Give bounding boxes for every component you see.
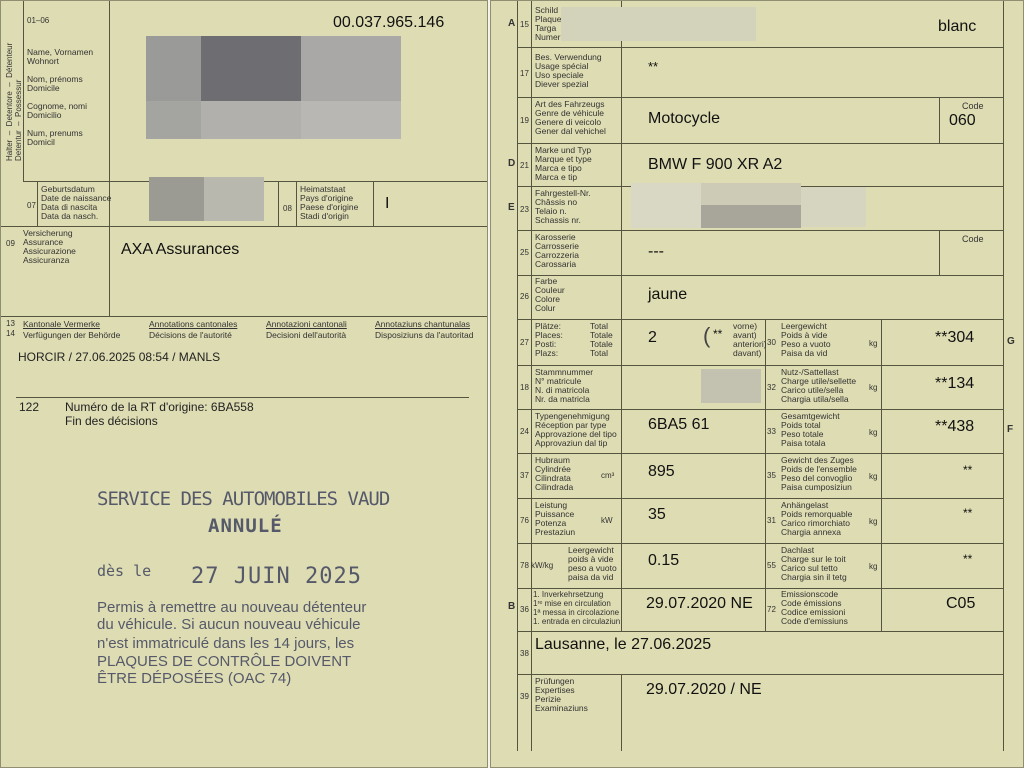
chassis-labels: Fahrgestell-Nr. Châssis no Telaio n. Schassis nr. [535,188,591,225]
stamp-text-4: PLAQUES DE CONTRÔLE DOIVENT [97,653,352,670]
vehicle-type-labels: Art des Fahrzeugs Genre de véhicule Genere di veicolo Gener dal vehichel [535,99,606,136]
field-25-number: 25 [520,248,529,257]
field-13-number: 13 [6,319,15,328]
special-use-labels: Bes. Verwendung Usage spécial Uso speciale Diever spezial [535,52,602,89]
redacted-block [561,7,756,41]
right-page [490,0,1024,768]
stamp-text-1: Permis à remettre au nouveau détenteur [97,599,367,616]
redacted-block [301,101,401,139]
side-letter-f: F [1007,424,1014,435]
side-letter-a: A [508,18,516,29]
redacted-block [701,205,801,228]
annot-de-2: Verfügungen der Behörde [23,330,121,340]
stamp-date: 27 JUIN 2025 [191,564,362,589]
annot-fr-2: Décisions de l'autorité [149,330,232,340]
vehicle-type-code: 060 [949,112,976,129]
field-55-number: 55 [767,561,776,570]
field-27-number: 27 [520,338,529,347]
stamp-text-3: n'est immatriculé dans les 14 jours, les [97,635,355,652]
plate-value: blanc [938,18,977,35]
seats-value: 2 [648,329,657,346]
body-labels: Karosserie Carrosserie Carrozzeria Carossaria [535,232,579,269]
plate-labels: Schild Plaque Targa Numer [535,5,562,42]
holder-name-labels: Name, Vornamen Wohnort Nom, prénoms Domicile Cognome, nomi Domicilio Num, prenums Domicil [27,47,94,147]
field-19-number: 19 [520,116,529,125]
field-14-number: 14 [6,329,15,338]
annot-it-2: Decisioni dell'autorità [266,330,347,340]
field-18-number: 18 [520,383,529,392]
stamp-text-5: ÊTRE DÉPOSÉES (OAC 74) [97,670,292,687]
first-registration-value: 29.07.2020 NE [646,595,753,612]
total-weight-labels: Gesamtgewicht Poids total Peso totale Paisa totala [781,411,840,448]
insurance-labels: Versicherung Assurance Assicurazione Assicuranza [23,228,76,265]
field-33-number: 33 [767,427,776,436]
power-value: 35 [648,506,666,523]
stamp-annule: ANNULÉ [208,515,283,537]
field-07-number: 07 [27,201,36,210]
total-weight-value: **438 [935,418,975,435]
combination-weight-unit: kg [869,472,878,481]
holder-number: 00.037.965.146 [333,14,445,31]
payload-value: **134 [935,375,975,392]
holder-vertical-label: Halter – Detentore – Détenteur Detentur – Possessur [5,42,23,161]
roof-load-value: ** [963,552,973,566]
rt-number: 122 [19,400,40,414]
first-registration-labels: 1. Inverkehrsetzung 1ʳᵉ mise en circulation 1ª messa in circolazione 1. entrada en circulaziun [533,590,621,626]
field-31-number: 31 [767,516,776,525]
origin-labels: Heimatstaat Pays d'origine Paese d'origine Stadi d'origin [300,184,359,221]
field-21-number: 21 [520,161,529,170]
roof-load-unit: kg [869,562,878,571]
redacted-block [146,101,201,139]
birthdate-labels: Geburtsdatum Date de naissance Data di nascita Data da nasch. [41,184,112,221]
field-15-number: 15 [520,20,529,29]
front-seats-value: ** [713,327,723,341]
combination-weight-labels: Gewicht des Zuges Poids de l'ensemble Peso del convoglio Paisa cumposiziun [781,455,857,492]
roof-load-labels: Dachlast Charge sur le toit Carico sul tetto Chargia sin il tetg [781,545,847,582]
rt-origin-line: Numéro de la RT d'origine: 6BA558 [65,400,254,414]
redacted-block [201,36,301,101]
power-weight-unit: kW/kg [531,561,554,570]
payload-labels: Nutz-/Sattellast Charge utile/sellette Carico utile/sella Chargia utila/sella [781,367,857,404]
towing-load-value: ** [963,506,973,520]
seats-total-labels: Total Totale Totale Total [590,321,613,358]
make-type-labels: Marke und Typ Marque et type Marca e tipo Marca e tip [535,145,592,182]
annotation-value: HORCIR / 27.06.2025 08:54 / MANLS [18,350,221,364]
vehicle-type-code-label: Code [962,101,984,111]
redacted-block [146,36,201,101]
rt-end-line: Fin des décisions [65,414,158,428]
redacted-block [204,177,264,221]
power-labels: Leistung Puissance Potenza Prestaziun [535,500,576,537]
seats-labels: Plätze: Places: Posti: Plazs: [535,321,563,358]
field-72-number: 72 [767,605,776,614]
redacted-block [801,187,866,227]
field-32-number: 32 [767,383,776,392]
inspection-value: 29.07.2020 / NE [646,681,762,698]
power-weight-labels: Leergewicht poids à vide peso a vuoto paisa da vid [568,545,617,582]
field-23-number: 23 [520,205,529,214]
field-09-number: 09 [6,239,15,248]
stamp-text-2: du véhicule. Si aucun nouveau véhicule [97,616,361,633]
field-37-number: 37 [520,471,529,480]
origin-value: I [385,195,390,212]
towing-load-unit: kg [869,517,878,526]
side-letter-d: D [508,158,516,169]
insurance-value: AXA Assurances [121,241,240,258]
redacted-block [149,177,204,221]
type-approval-value: 6BA5 61 [648,416,710,433]
displacement-labels: Hubraum Cylindrée Cilindrata Cilindrada [535,455,574,492]
stamp-des-le: dès le [97,562,152,580]
annot-rm-1: Annotaziuns chantunalas [375,319,470,329]
vehicle-type-value: Motocycle [648,110,721,127]
inspection-labels: Prüfungen Expertises Perizie Examinaziuns [535,676,588,713]
empty-weight-value: **304 [935,329,975,346]
front-seats-labels: vorne) avant) anteriori) davant) [733,321,767,358]
body-code-label: Code [962,234,984,244]
annot-it-1: Annotazioni cantonali [266,319,347,329]
annot-rm-2: Disposiziuns da l'autoritad [375,330,474,340]
field-76-number: 76 [520,516,529,525]
body-value: --- [648,243,664,260]
field-30-number: 30 [767,338,776,347]
annot-de-1: Kantonale Vermerke [23,319,101,329]
empty-weight-unit: kg [869,339,878,348]
total-weight-unit: kg [869,428,878,437]
power-weight-value: 0.15 [648,552,680,569]
redacted-block [301,36,401,101]
combination-weight-value: ** [963,463,973,477]
redacted-block [701,369,761,403]
field-39-number: 39 [520,692,529,701]
field-24-number: 24 [520,427,529,436]
redacted-block [631,183,701,228]
payload-unit: kg [869,383,878,392]
field-01-06-number: 01–06 [27,16,50,25]
side-letter-b: B [508,601,516,612]
stamp-service-title: SERVICE DES AUTOMOBILES VAUD [97,488,390,510]
annot-fr-1: Annotations cantonales [149,319,238,329]
empty-weight-labels: Leergewicht Poids à vide Peso a vuoto Paisa da vid [781,321,831,358]
displacement-unit: cm³ [601,471,615,480]
field-35-number: 35 [767,471,776,480]
type-approval-labels: Typengenehmigung Réception par type Approvazione del tipo Approvaziun dal tip [535,411,617,448]
color-value: jaune [648,286,688,303]
displacement-value: 895 [648,463,675,480]
field-17-number: 17 [520,69,529,78]
field-78-number: 78 [520,561,529,570]
redacted-block [201,101,301,139]
side-letter-g: G [1007,336,1015,347]
redacted-block [701,183,801,205]
matricule-labels: Stammnummer N° matricule N. di matricola Nr. da matricla [535,367,594,404]
power-unit: kW [601,516,613,525]
seats-bracket: ( [703,323,711,348]
place-date-value: Lausanne, le 27.06.2025 [535,636,712,653]
emission-code-labels: Emissionscode Code émissions Codice emissioni Code d'emissiuns [781,589,848,626]
emission-code-value: C05 [946,595,976,612]
side-letter-e: E [508,202,515,213]
left-page [0,0,488,768]
field-26-number: 26 [520,292,529,301]
towing-load-labels: Anhängelast Poids remorquable Carico rimorchiato Chargia annexa [781,500,853,537]
special-use-value: ** [648,59,659,74]
field-38-number: 38 [520,649,529,658]
make-type-value: BMW F 900 XR A2 [648,156,783,173]
field-08-number: 08 [283,204,292,213]
field-36-number: 36 [520,605,529,614]
color-labels: Farbe Couleur Colore Colur [535,276,565,313]
